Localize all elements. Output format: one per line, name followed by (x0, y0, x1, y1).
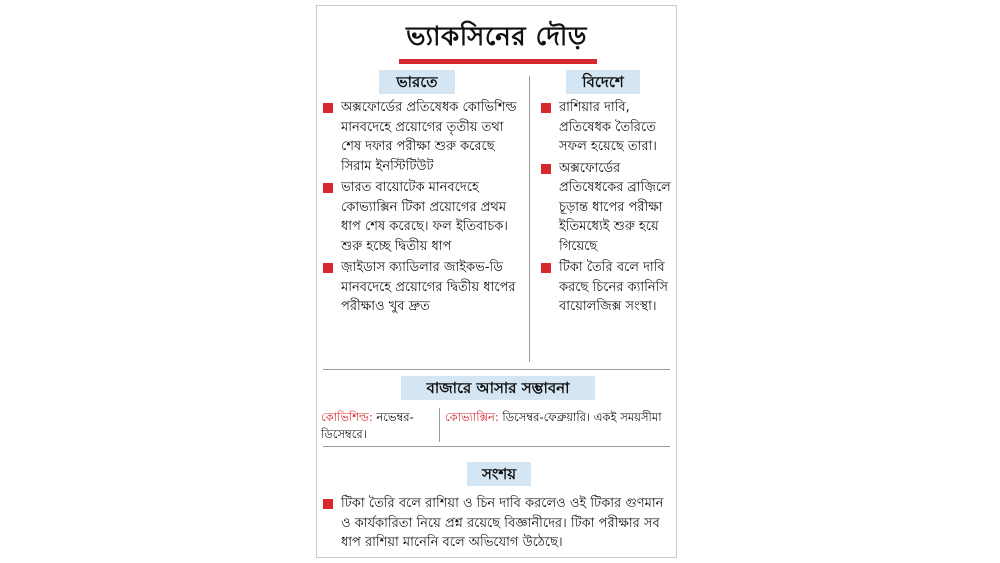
covaxin-label: কোভ্যাক্সিন: (445, 410, 499, 424)
abroad-heading: বিদেশে (566, 70, 640, 94)
doubt-heading: সংশয় (467, 462, 531, 486)
bullet-square-icon (323, 263, 333, 273)
list-item (539, 159, 673, 257)
list-item (321, 98, 519, 176)
list-item (321, 494, 673, 553)
abroad-item-1: রাশিয়ার দাবি, প্রতিষেধক তৈরিতে সফল হয়েছে তারা। (559, 100, 657, 154)
list-item (539, 98, 673, 157)
bullet-square-icon (541, 263, 551, 273)
covishield-timeline: নভেম্বর-ডিসেম্বরে। (321, 410, 414, 441)
infographic-card (316, 5, 677, 558)
market-divider (439, 408, 440, 442)
column-divider (529, 76, 530, 362)
infographic-title: ভ্যাকসিনের দৌড় (406, 22, 587, 52)
list-item (539, 258, 673, 317)
section-divider (323, 369, 670, 370)
covishield-availability (321, 409, 439, 443)
bullet-square-icon (541, 103, 551, 113)
list-item (321, 178, 519, 256)
list-item (321, 258, 519, 317)
abroad-item-3: টিকা তৈরি বলে দাবি করছে চিনের ক্যানিসি বায়োলজিক্স সংস্থা। (559, 260, 668, 314)
doubt-item-1: টিকা তৈরি বলে রাশিয়া ও চিন দাবি করলেও ওই টিকার গুণমান ও কার্যকারিতা নিয়ে প্রশ্ন রয়েছে বিজ্ঞানীদের। টিকা পরীক্ষার সব ধাপ রাশিয়া মানেনি বলে অভিযোগ উঠেছে। (341, 496, 664, 550)
title-underline (399, 59, 597, 64)
bullet-square-icon (323, 499, 333, 509)
covishield-label: কোভিশিল্ড: (321, 410, 373, 424)
india-heading: ভারতে (379, 70, 455, 94)
bullet-square-icon (323, 103, 333, 113)
india-item-3: জ়াইডাস ক্যাডিলার জাইকভ-ডি মানবদেহে প্রয়োগের দ্বিতীয় ধাপের পরীক্ষাও খুব দ্রুত (341, 260, 516, 314)
doubt-list (321, 494, 673, 555)
market-heading: বাজারে আসার সম্ভাবনা (401, 376, 595, 400)
abroad-list (539, 98, 673, 319)
india-item-2: ভারত বায়োটেক মানবদেহে কোভ্যাক্সিন টিকা প্রয়োগের প্রথম ধাপ শেষ করেছে। ফল ইতিবাচক। শুরু হচ্ছে দ্বিতীয় ধাপ (341, 180, 508, 254)
abroad-item-2: অক্সফোর্ডের প্রতিষেধকের ব্রাজ়িলে চূড়ান্ত ধাপের পরীক্ষা ইতিমধ্যেই শুরু হয়ে গিয়েছে (559, 160, 671, 254)
india-item-1: অক্সফোর্ডের প্রতিষেধক কোভিশিল্ড মানবদেহে প্রয়োগের তৃতীয় তথা শেষ দফার পরীক্ষা শুরু করেছে সিরাম ইনস্টিটিউট (341, 100, 517, 174)
section-divider (323, 446, 670, 447)
covaxin-availability (445, 409, 673, 426)
india-list (321, 98, 519, 319)
covaxin-timeline: ডিসেম্বর-ফেব্রুয়ারি। একই সময়সীমা (498, 410, 662, 424)
bullet-square-icon (541, 164, 551, 174)
bullet-square-icon (323, 183, 333, 193)
